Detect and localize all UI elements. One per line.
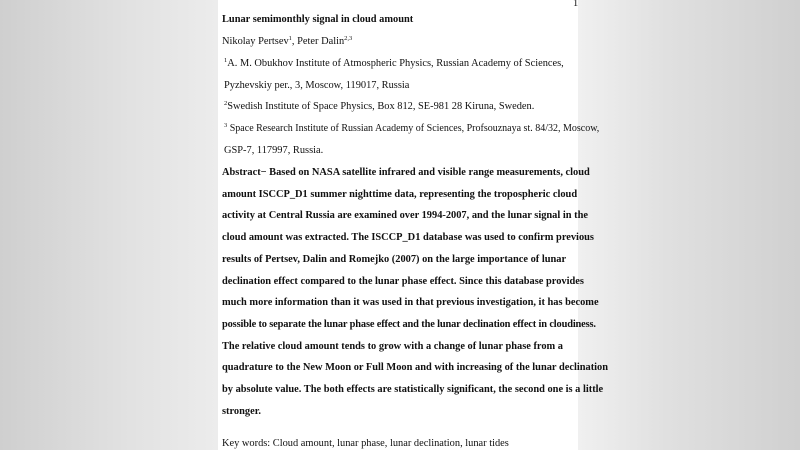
abstract-line: declination effect compared to the lunar phase effect. Since this database provides xyxy=(222,276,584,287)
affiliation-3-cont: GSP-7, 117997, Russia. xyxy=(224,145,324,156)
abstract-line: results of Pertsev, Dalin and Romejko (2007) on the large importance of lunar xyxy=(222,254,567,265)
affiliation-text: A. M. Obukhov Institute of Atmospheric Physics, Russian Academy of Sciences, xyxy=(227,58,564,69)
author-name: Peter Dalin xyxy=(297,36,345,47)
abstract-line: by absolute value. The both effects are statistically significant, the second one is a little xyxy=(222,384,604,395)
paper-title: Lunar semimonthly signal in cloud amount xyxy=(222,14,414,25)
affiliation-sup: 2 xyxy=(224,100,228,107)
affiliation-2 xyxy=(224,101,534,113)
affiliation-1 xyxy=(224,58,564,70)
affiliation-sup: 3 xyxy=(224,122,228,129)
author-name: Nikolay Pertsev xyxy=(222,36,289,47)
author-sup: 2,3 xyxy=(344,35,353,42)
author-sup: 1 xyxy=(288,35,292,42)
abstract-line: Abstract− Based on NASA satellite infrared and visible range measurements, cloud xyxy=(222,167,590,178)
affiliation-text: Swedish Institute of Space Physics, Box 812, SE-981 28 Kiruna, Sweden. xyxy=(227,101,535,112)
abstract-line: quadrature to the New Moon or Full Moon and with increasing of the lunar declination xyxy=(222,362,609,373)
keywords: Key words: Cloud amount, lunar phase, lunar declination, lunar tides xyxy=(222,438,509,449)
document-page xyxy=(218,0,609,450)
abstract-line: activity at Central Russia are examined over 1994-2007, and the lunar signal in the xyxy=(222,210,588,221)
affiliation-1-cont: Pyzhevskiy per., 3, Moscow, 119017, Russia xyxy=(224,80,410,91)
abstract-line: The relative cloud amount tends to grow with a change of lunar phase from a xyxy=(222,341,563,352)
background-left xyxy=(0,0,218,450)
affiliation-sup: 1 xyxy=(224,57,228,64)
abstract-line: much more information than it was used in that previous investigation, it has become xyxy=(222,297,599,308)
abstract-line: possible to separate the lunar phase effect and the lunar declination effect in cloudiness. xyxy=(222,319,596,330)
abstract-line: cloud amount was extracted. The ISCCP_D1 database was used to confirm previous xyxy=(222,232,594,243)
affiliation-text: Space Research Institute of Russian Academy of Sciences, Profsouznaya st. 84/32, Moscow, xyxy=(227,123,600,134)
page-number: 1 xyxy=(573,0,579,9)
abstract-line: stronger. xyxy=(222,406,261,417)
abstract-line: amount ISCCP_D1 summer nighttime data, representing the tropospheric cloud xyxy=(222,189,578,200)
authors: Nikolay Pertsev$^1$, Peter Dalin$^{2,3}$ xyxy=(222,35,353,47)
background-right xyxy=(578,0,800,450)
affiliation-3 xyxy=(224,123,599,135)
